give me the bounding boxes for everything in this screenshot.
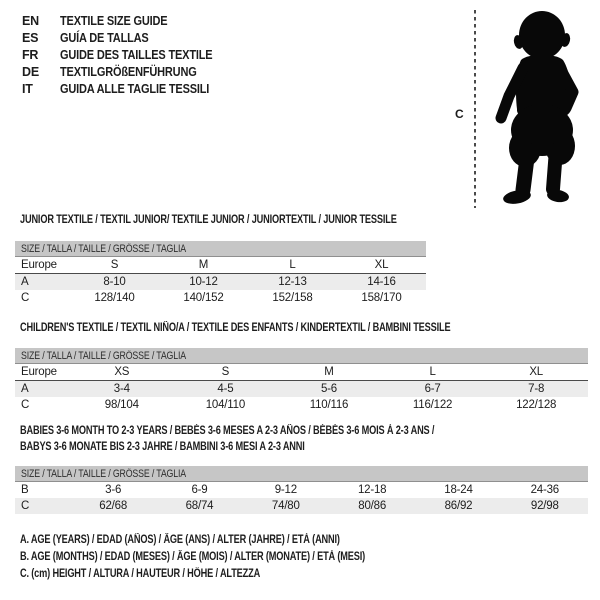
language-title: GUIDE DES TAILLES TEXTILE [60,48,213,62]
size-cell: 128/140 [94,292,135,304]
row-label: A [21,276,29,288]
size-cell: 9-12 [274,484,297,496]
size-cell: 68/74 [185,500,214,512]
size-table-children [15,348,588,413]
table-row-age-months [15,482,588,498]
column-header: S [221,366,230,378]
region-label: Europe [21,259,57,271]
size-cell: 104/110 [205,399,246,411]
language-row [22,64,233,81]
size-cell: 3-6 [105,484,122,496]
row-label: C [21,292,30,304]
size-header-bar [15,348,588,364]
size-table-junior [15,241,426,306]
size-cell: 3-4 [113,383,130,395]
legend-block [20,532,451,583]
language-title: GUÍA DE TALLAS [60,31,149,45]
row-label: C [21,500,30,512]
note-line-age-months [20,549,451,566]
size-cell: 152/158 [272,292,313,304]
section-title-text: BABIES 3-6 MONTH TO 2-3 YEARS / BEBÉS 3-6 MESES A 2-3 AÑOS / BÉBÉS 3-6 MOIS À 2-3 ANS / [20,425,435,437]
language-row [22,30,233,47]
column-header: XL [374,259,389,271]
size-cell: 74/80 [271,500,300,512]
column-header-row [15,364,588,381]
language-code: ES [22,31,39,45]
size-table-babies [15,466,588,514]
size-header-text: SIZE / TALLA / TAILLE / GRÖSSE / TAGLIA [21,350,186,362]
size-cell: 10-12 [189,276,218,288]
size-cell: 6-9 [191,484,208,496]
size-cell: 98/104 [104,399,139,411]
size-header-bar [15,241,426,257]
note-line-age-years [20,532,451,549]
size-cell: 5-6 [320,383,337,395]
column-header: XS [114,366,130,378]
size-cell: 92/98 [530,500,559,512]
size-cell: 116/122 [412,399,453,411]
table-row-age [15,274,426,290]
language-title: TEXTILGRÖßENFÜHRUNG [60,65,197,79]
size-header-text: SIZE / TALLA / TAILLE / GRÖSSE / TAGLIA [21,243,186,255]
language-row [22,13,233,30]
column-header: M [198,259,209,271]
row-label: C [21,399,30,411]
size-cell: 6-7 [424,383,441,395]
language-title-block [22,13,233,98]
size-cell: 110/116 [309,399,349,411]
section-title-text: BABYS 3-6 MONATE BIS 2-3 JAHRE / BAMBINI 3-6 MESI A 2-3 ANNI [20,441,305,453]
language-code: EN [22,14,39,28]
size-cell: 12-18 [357,484,387,496]
size-cell: 7-8 [528,383,545,395]
language-title: TEXTILE SIZE GUIDE [60,14,168,28]
language-code: FR [22,48,39,62]
column-header: XL [529,366,543,378]
size-header-text: SIZE / TALLA / TAILLE / GRÖSSE / TAGLIA [21,468,186,480]
language-row [22,81,233,98]
table-row-height [15,498,588,514]
size-cell: 24-36 [530,484,560,496]
table-row-height [15,290,426,306]
size-cell: 86/92 [444,500,473,512]
row-label: B [21,484,29,496]
size-cell: 62/68 [99,500,128,512]
language-title: GUIDA ALLE TAGLIE TESSILI [60,82,210,96]
table-row-height [15,397,588,413]
size-cell: 12-13 [278,276,307,288]
size-cell: 4-5 [217,383,234,395]
column-header: S [110,259,119,271]
height-measure-label: C [455,107,464,121]
language-code: DE [22,65,39,79]
size-cell: 158/170 [361,292,402,304]
row-label: A [21,383,29,395]
size-header-bar [15,466,588,482]
toddler-silhouette-icon [490,8,592,208]
section-title-children [20,320,558,336]
column-header: M [324,366,334,378]
note-line-height [20,566,451,583]
note-text: B. AGE (MONTHS) / EDAD (MESES) / ÂGE (MOIS) / ALTER (MONATE) / ETÀ (MESI) [20,551,366,563]
column-header: L [289,259,296,271]
section-title-junior [20,212,491,228]
size-cell: 18-24 [444,484,473,496]
language-code: IT [22,82,33,96]
language-row [22,47,233,64]
section-title-text: CHILDREN'S TEXTILE / TEXTIL NIÑO/A / TEXTILE DES ENFANTS / KINDERTEXTIL / BAMBINI TESSILE [20,322,451,334]
size-cell: 14-16 [367,276,396,288]
column-header-row [15,257,426,274]
size-cell: 122/128 [516,399,557,411]
table-row-age [15,381,588,397]
note-text: A. AGE (YEARS) / EDAD (AÑOS) / ÂGE (ANS) / ALTER (JAHRE) / ETÀ (ANNI) [20,534,340,546]
size-cell: 80/86 [358,500,387,512]
height-dashed-line [474,10,476,208]
column-header: L [429,366,436,378]
section-title-babies [20,423,538,455]
size-cell: 140/152 [183,292,224,304]
region-label: Europe [21,366,57,378]
note-text: C. (cm) HEIGHT / ALTURA / HAUTEUR / HÖHE / ALTEZZA [20,568,261,580]
section-title-text: JUNIOR TEXTILE / TEXTIL JUNIOR/ TEXTILE JUNIOR / JUNIORTEXTIL / JUNIOR TESSILE [20,214,397,226]
size-cell: 8-10 [103,276,126,288]
